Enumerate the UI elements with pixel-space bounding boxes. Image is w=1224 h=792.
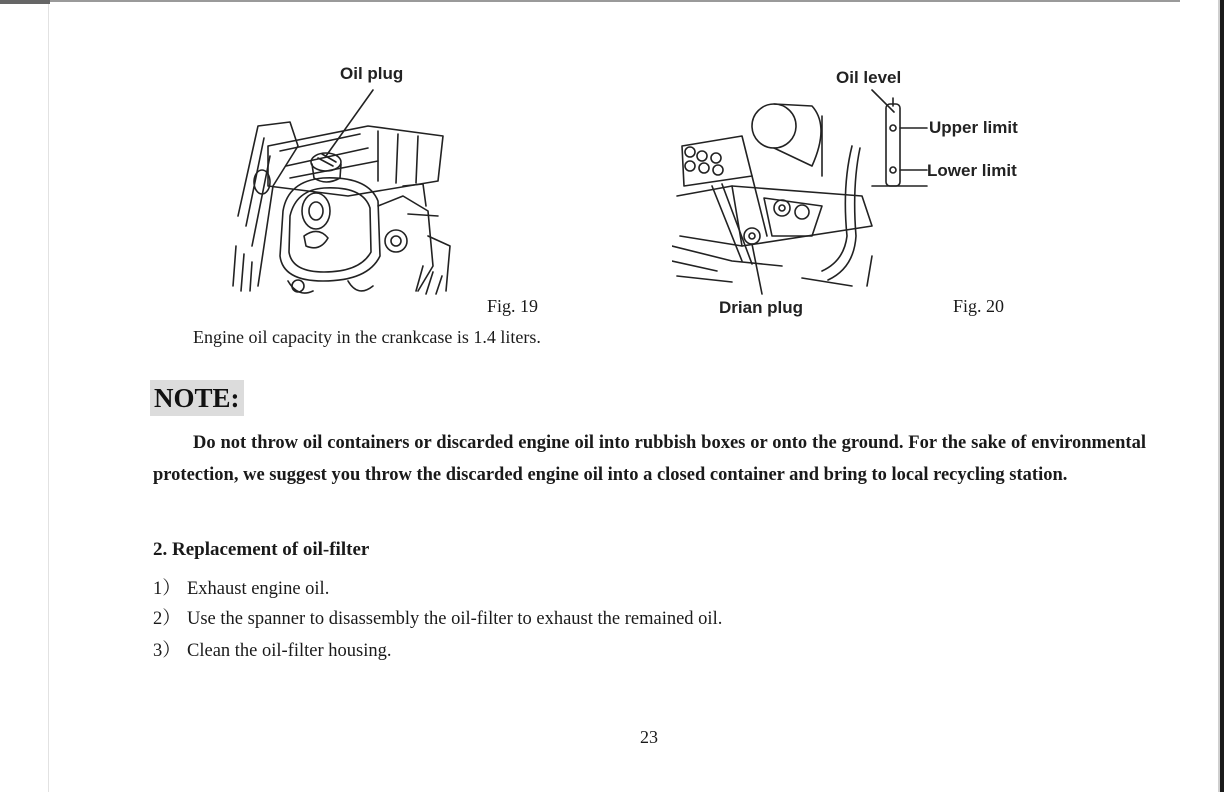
oil-level-callout: Oil level bbox=[836, 68, 902, 87]
page-number: 23 bbox=[640, 727, 658, 747]
note-body: Do not throw oil containers or discarded engine oil into rubbish boxes or onto the ground. For the sake of environmental protection, we suggest you throw the discarded engine oil into a closed container and bring to local recycling station. bbox=[153, 433, 1146, 485]
upper-limit-callout: Upper limit bbox=[929, 118, 1018, 137]
step-text: Exhaust engine oil. bbox=[187, 579, 330, 599]
figure-19-caption: Fig. 19 bbox=[487, 296, 539, 316]
note-heading: NOTE: bbox=[150, 380, 244, 416]
oil-capacity-text: Engine oil capacity in the crankcase is 1.4 liters. bbox=[193, 327, 541, 347]
step-item bbox=[153, 574, 329, 600]
dipstick-drain-plug-illustration bbox=[672, 86, 932, 296]
step-text: Use the spanner to disassembly the oil-filter to exhaust the remained oil. bbox=[187, 609, 723, 629]
drain-plug-callout: Drian plug bbox=[719, 298, 804, 317]
section-heading: 2. Replacement of oil-filter bbox=[153, 539, 370, 560]
oil-plug-callout: Oil plug bbox=[340, 64, 404, 83]
scan-edge-right bbox=[1220, 0, 1224, 792]
figure-20-caption: Fig. 20 bbox=[953, 296, 1005, 316]
scan-edge-left bbox=[48, 4, 49, 792]
scan-edge-top bbox=[0, 0, 1180, 2]
scan-edge-top-dark bbox=[0, 0, 50, 4]
lower-limit-callout: Lower limit bbox=[927, 161, 1017, 180]
step-number: 3） bbox=[153, 641, 181, 661]
engine-oil-plug-illustration bbox=[228, 86, 458, 298]
step-item bbox=[153, 604, 722, 630]
step-number: 2） bbox=[153, 609, 181, 629]
step-number: 1） bbox=[153, 579, 181, 599]
step-item bbox=[153, 636, 392, 662]
step-text: Clean the oil-filter housing. bbox=[187, 641, 392, 661]
